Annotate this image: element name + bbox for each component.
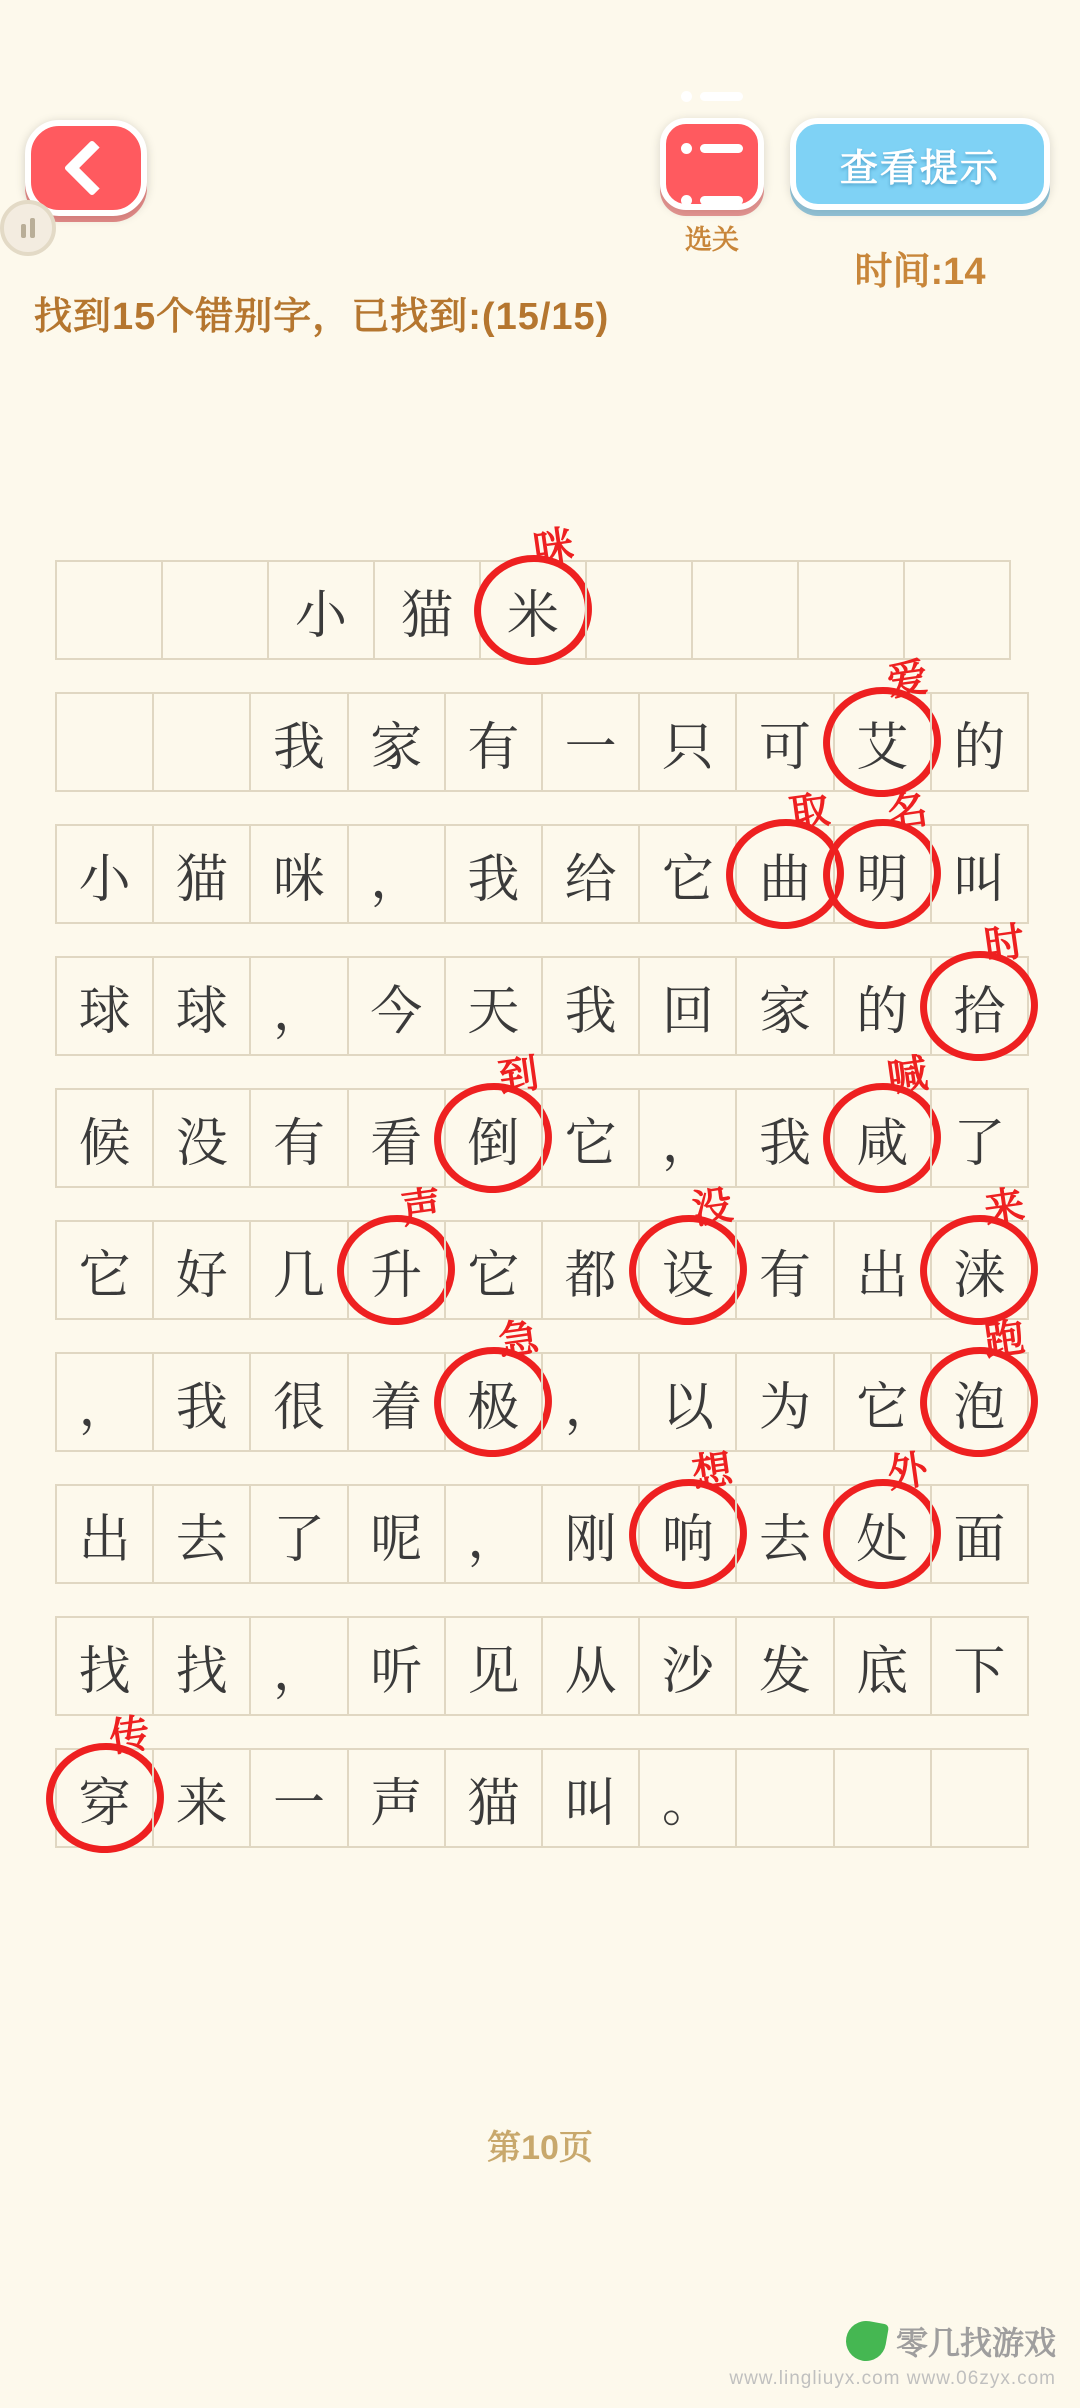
puzzle-cell[interactable]: 叫: [930, 824, 1029, 924]
puzzle-cell-wrong[interactable]: 穿 传: [55, 1748, 154, 1848]
puzzle-cell[interactable]: 。: [638, 1748, 737, 1848]
puzzle-cell-wrong[interactable]: 极 急: [444, 1352, 543, 1452]
puzzle-cell[interactable]: ，: [249, 956, 348, 1056]
correction-label: 外: [884, 1446, 931, 1498]
puzzle-cell[interactable]: 候: [55, 1088, 154, 1188]
puzzle-cell[interactable]: 去: [735, 1484, 834, 1584]
correction-label: 声: [398, 1182, 445, 1234]
puzzle-cell[interactable]: 了: [930, 1088, 1029, 1188]
puzzle-cell[interactable]: 声: [347, 1748, 446, 1848]
puzzle-cell[interactable]: 给: [541, 824, 640, 924]
correction-label: 取: [786, 786, 833, 838]
puzzle-cell-wrong[interactable]: 设 没: [638, 1220, 737, 1320]
puzzle-cell[interactable]: 它: [833, 1352, 932, 1452]
puzzle-cell[interactable]: 下: [930, 1616, 1029, 1716]
puzzle-row: [55, 1616, 1027, 1716]
watermark-name: 零几找游戏: [895, 2325, 1056, 2361]
leaf-icon: [843, 2318, 889, 2364]
correction-label: 没: [689, 1182, 736, 1234]
level-select-button[interactable]: [660, 118, 764, 210]
puzzle-cell[interactable]: 咪: [249, 824, 348, 924]
puzzle-cell[interactable]: 沙: [638, 1616, 737, 1716]
correction-label: 跑: [981, 1314, 1028, 1366]
puzzle-cell[interactable]: 小: [55, 824, 154, 924]
puzzle-row: [55, 522, 1027, 660]
puzzle-cell: [930, 1748, 1029, 1848]
correction-label: 喊: [884, 1050, 931, 1102]
puzzle-cell-wrong[interactable]: 处 外: [833, 1484, 932, 1584]
puzzle-cell[interactable]: 好: [152, 1220, 251, 1320]
puzzle-cell: [161, 560, 269, 660]
puzzle-cell-wrong[interactable]: 咸 喊: [833, 1088, 932, 1188]
puzzle-cell[interactable]: ，: [55, 1352, 154, 1452]
puzzle-cell[interactable]: 球: [55, 956, 154, 1056]
puzzle-cell: [691, 560, 799, 660]
puzzle-cell[interactable]: 都: [541, 1220, 640, 1320]
progress-text: 找到15个错别字，已找到:(15/15): [34, 296, 610, 338]
puzzle-cell[interactable]: 的: [833, 956, 932, 1056]
puzzle-cell[interactable]: 呢: [347, 1484, 446, 1584]
puzzle-cell[interactable]: ，: [444, 1484, 543, 1584]
puzzle-cell[interactable]: 没: [152, 1088, 251, 1188]
puzzle-cell[interactable]: 家: [735, 956, 834, 1056]
timer-label: 时间:14: [854, 251, 986, 293]
puzzle-row: [55, 1314, 1028, 1452]
puzzle-cell-wrong[interactable]: 涞 来: [930, 1220, 1029, 1320]
puzzle-cell-wrong[interactable]: 升 声: [347, 1220, 446, 1320]
puzzle-cell[interactable]: 出: [55, 1484, 154, 1584]
puzzle-cell[interactable]: 看: [347, 1088, 446, 1188]
puzzle-cell[interactable]: 面: [930, 1484, 1029, 1584]
puzzle-cell[interactable]: 几: [249, 1220, 348, 1320]
puzzle-cell: [735, 1748, 834, 1848]
puzzle-cell-wrong[interactable]: 艾 爱: [833, 692, 932, 792]
puzzle-grid: [55, 522, 1028, 1880]
puzzle-cell: [152, 692, 251, 792]
puzzle-row: [55, 1446, 1027, 1584]
puzzle-cell[interactable]: 一: [249, 1748, 348, 1848]
watermark: [729, 2318, 1056, 2390]
list-icon: [681, 91, 743, 102]
puzzle-cell[interactable]: 回: [638, 956, 737, 1056]
puzzle-cell[interactable]: 猫: [444, 1748, 543, 1848]
correction-label: 传: [106, 1710, 153, 1762]
puzzle-cell: [55, 692, 154, 792]
puzzle-row: [55, 1050, 1027, 1188]
puzzle-cell[interactable]: 只: [638, 692, 737, 792]
puzzle-cell[interactable]: 我: [249, 692, 348, 792]
correction-label: 咪: [530, 522, 577, 574]
puzzle-cell[interactable]: 我: [152, 1352, 251, 1452]
puzzle-cell: [797, 560, 905, 660]
puzzle-cell[interactable]: 底: [833, 1616, 932, 1716]
puzzle-cell[interactable]: 家: [347, 692, 446, 792]
puzzle-cell-wrong[interactable]: 拾 时: [930, 956, 1029, 1056]
watermark-url: www.lingliuyx.com www.06zyx.com: [729, 2368, 1056, 2389]
puzzle-cell-wrong[interactable]: 泡 跑: [930, 1352, 1029, 1452]
hint-button[interactable]: 查看提示: [790, 118, 1050, 210]
puzzle-cell[interactable]: 球: [152, 956, 251, 1056]
puzzle-cell-wrong[interactable]: 倒 到: [444, 1088, 543, 1188]
puzzle-cell-wrong[interactable]: 曲 取: [735, 824, 834, 924]
puzzle-cell[interactable]: 它: [55, 1220, 154, 1320]
puzzle-cell[interactable]: 一: [541, 692, 640, 792]
puzzle-cell[interactable]: 它: [444, 1220, 543, 1320]
back-button[interactable]: [25, 120, 147, 216]
puzzle-cell[interactable]: 我: [444, 824, 543, 924]
correction-label: 到: [495, 1050, 542, 1102]
puzzle-cell[interactable]: ，: [249, 1616, 348, 1716]
puzzle-row: [55, 654, 1027, 792]
puzzle-cell[interactable]: ，: [638, 1088, 737, 1188]
puzzle-cell[interactable]: 我: [541, 956, 640, 1056]
puzzle-cell[interactable]: 以: [638, 1352, 737, 1452]
puzzle-cell-wrong[interactable]: 明 名: [833, 824, 932, 924]
puzzle-cell[interactable]: 为: [735, 1352, 834, 1452]
puzzle-cell[interactable]: 去: [152, 1484, 251, 1584]
puzzle-cell[interactable]: 出: [833, 1220, 932, 1320]
puzzle-cell[interactable]: 找: [152, 1616, 251, 1716]
puzzle-cell[interactable]: 发: [735, 1616, 834, 1716]
puzzle-cell[interactable]: 的: [930, 692, 1029, 792]
puzzle-cell[interactable]: ，: [541, 1352, 640, 1452]
puzzle-cell: [55, 560, 163, 660]
puzzle-cell[interactable]: 从: [541, 1616, 640, 1716]
sound-toggle[interactable]: [0, 200, 56, 256]
correction-label: 来: [981, 1182, 1028, 1234]
puzzle-cell[interactable]: 叫: [541, 1748, 640, 1848]
puzzle-cell[interactable]: 可: [735, 692, 834, 792]
correction-label: 时: [981, 918, 1028, 970]
puzzle-cell[interactable]: ，: [347, 824, 446, 924]
correction-label: 想: [689, 1446, 736, 1498]
puzzle-cell[interactable]: 找: [55, 1616, 154, 1716]
puzzle-cell[interactable]: 小: [267, 560, 375, 660]
puzzle-cell[interactable]: 着: [347, 1352, 446, 1452]
correction-label: 急: [495, 1314, 542, 1366]
correction-label: 爱: [884, 654, 931, 706]
puzzle-cell[interactable]: 刚: [541, 1484, 640, 1584]
puzzle-cell[interactable]: 我: [735, 1088, 834, 1188]
puzzle-cell[interactable]: 听: [347, 1616, 446, 1716]
puzzle-cell[interactable]: 猫: [373, 560, 481, 660]
puzzle-cell[interactable]: 今: [347, 956, 446, 1056]
puzzle-cell[interactable]: 来: [152, 1748, 251, 1848]
puzzle-row: [55, 918, 1028, 1056]
puzzle-cell-wrong[interactable]: 米 咪: [479, 560, 587, 660]
puzzle-cell[interactable]: 有: [735, 1220, 834, 1320]
puzzle-cell: [585, 560, 693, 660]
puzzle-cell: [833, 1748, 932, 1848]
puzzle-cell[interactable]: 很: [249, 1352, 348, 1452]
puzzle-cell[interactable]: 了: [249, 1484, 348, 1584]
puzzle-cell[interactable]: 见: [444, 1616, 543, 1716]
puzzle-cell[interactable]: 它: [541, 1088, 640, 1188]
puzzle-row: [55, 1182, 1028, 1320]
puzzle-cell[interactable]: 天: [444, 956, 543, 1056]
level-select-label: 选关: [685, 225, 739, 255]
puzzle-cell[interactable]: 有: [249, 1088, 348, 1188]
correction-label: 名: [884, 786, 931, 838]
puzzle-cell[interactable]: 猫: [152, 824, 251, 924]
chevron-left-icon: [64, 140, 121, 197]
puzzle-cell-wrong[interactable]: 响 想: [638, 1484, 737, 1584]
puzzle-row: [55, 786, 1027, 924]
puzzle-cell[interactable]: 有: [444, 692, 543, 792]
puzzle-row: [55, 1710, 1027, 1848]
puzzle-cell[interactable]: 它: [638, 824, 737, 924]
page-number: 第10页: [487, 2129, 593, 2167]
sound-icon: [21, 218, 35, 238]
